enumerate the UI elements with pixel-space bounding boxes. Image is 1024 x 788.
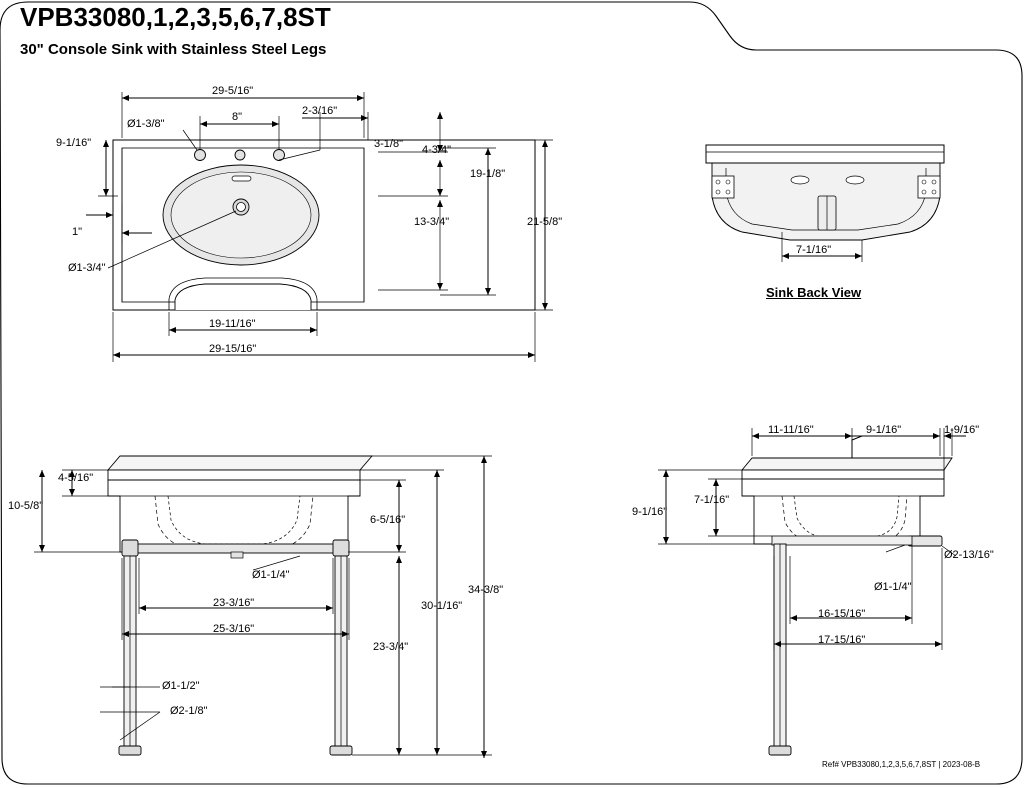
dim-front-leg-inner: 23-3/16" (213, 597, 255, 609)
dim-side-bowl-height: 7-1/16" (694, 494, 730, 506)
dim-front-leg-to-top: 30-1/16" (421, 600, 463, 612)
dim-top-drain-dia: Ø1-3/4" (68, 262, 106, 274)
drawing-reference: Ref# VPB33080,1,2,3,5,6,7,8ST | 2023-08-B (822, 760, 981, 769)
dim-front-apron: 4-5/16" (58, 472, 94, 484)
dim-top-left-edge: 1" (72, 226, 83, 238)
dim-top-hole-spacing: 8" (232, 111, 243, 123)
dim-top-overall-inner: 29-5/16" (212, 85, 254, 97)
dim-side-overall-depth: 17-15/16" (818, 634, 866, 646)
dim-front-leg-dia: Ø1-1/2" (162, 680, 200, 692)
dim-front-foot-dia: Ø2-1/8" (170, 705, 208, 717)
page-subtitle: 30" Console Sink with Stainless Steel Legs (20, 41, 327, 58)
top-view-geometry (86, 92, 553, 362)
dim-top-bowl-width: 19-11/16" (209, 318, 256, 330)
side-view-geometry (658, 428, 966, 755)
dim-front-overall-height: 34-3/8" (468, 584, 504, 596)
dim-side-rear-depth: 9-1/16" (866, 424, 902, 436)
dim-top-rear-ledge: 3-1/8" (374, 138, 403, 150)
dim-top-overall-depth: 21-5/8" (527, 216, 563, 228)
page-title: VPB33080,1,2,3,5,6,7,8ST (20, 2, 331, 32)
dim-front-bowl-height: 10-5/8" (8, 500, 44, 512)
dim-side-mid-depth: 16-15/16" (818, 608, 866, 620)
dim-side-flange-dia: Ø2-13/16" (944, 549, 994, 561)
dim-side-rear-offset: 1-9/16" (944, 424, 980, 436)
dim-front-leg-outer: 25-3/16" (213, 623, 255, 635)
dim-top-hole-dia: Ø1-3/8" (127, 118, 165, 130)
dim-side-brace-dia: Ø1-1/4" (874, 581, 912, 593)
dim-back-center: 7-1/16" (796, 244, 832, 256)
dim-top-left-height: 9-1/16" (56, 137, 92, 149)
dim-top-bowl-rear: 4-3/4" (422, 144, 451, 156)
dim-top-inner-depth: 19-1/8" (470, 168, 506, 180)
back-view-label: Sink Back View (766, 285, 862, 300)
dim-front-leg-length: 23-3/4" (373, 641, 409, 653)
dim-front-brace-dia: Ø1-1/4" (252, 569, 290, 581)
dim-front-brace-height: 6-5/16" (370, 514, 406, 526)
dim-top-overall-width: 29-15/16" (209, 343, 257, 355)
dim-top-bowl-depth: 13-3/4" (414, 216, 450, 228)
dim-side-front-depth: 11-11/16" (768, 424, 814, 436)
dim-top-right-offset: 2-3/16" (302, 105, 338, 117)
dim-side-left-height: 9-1/16" (632, 506, 668, 518)
